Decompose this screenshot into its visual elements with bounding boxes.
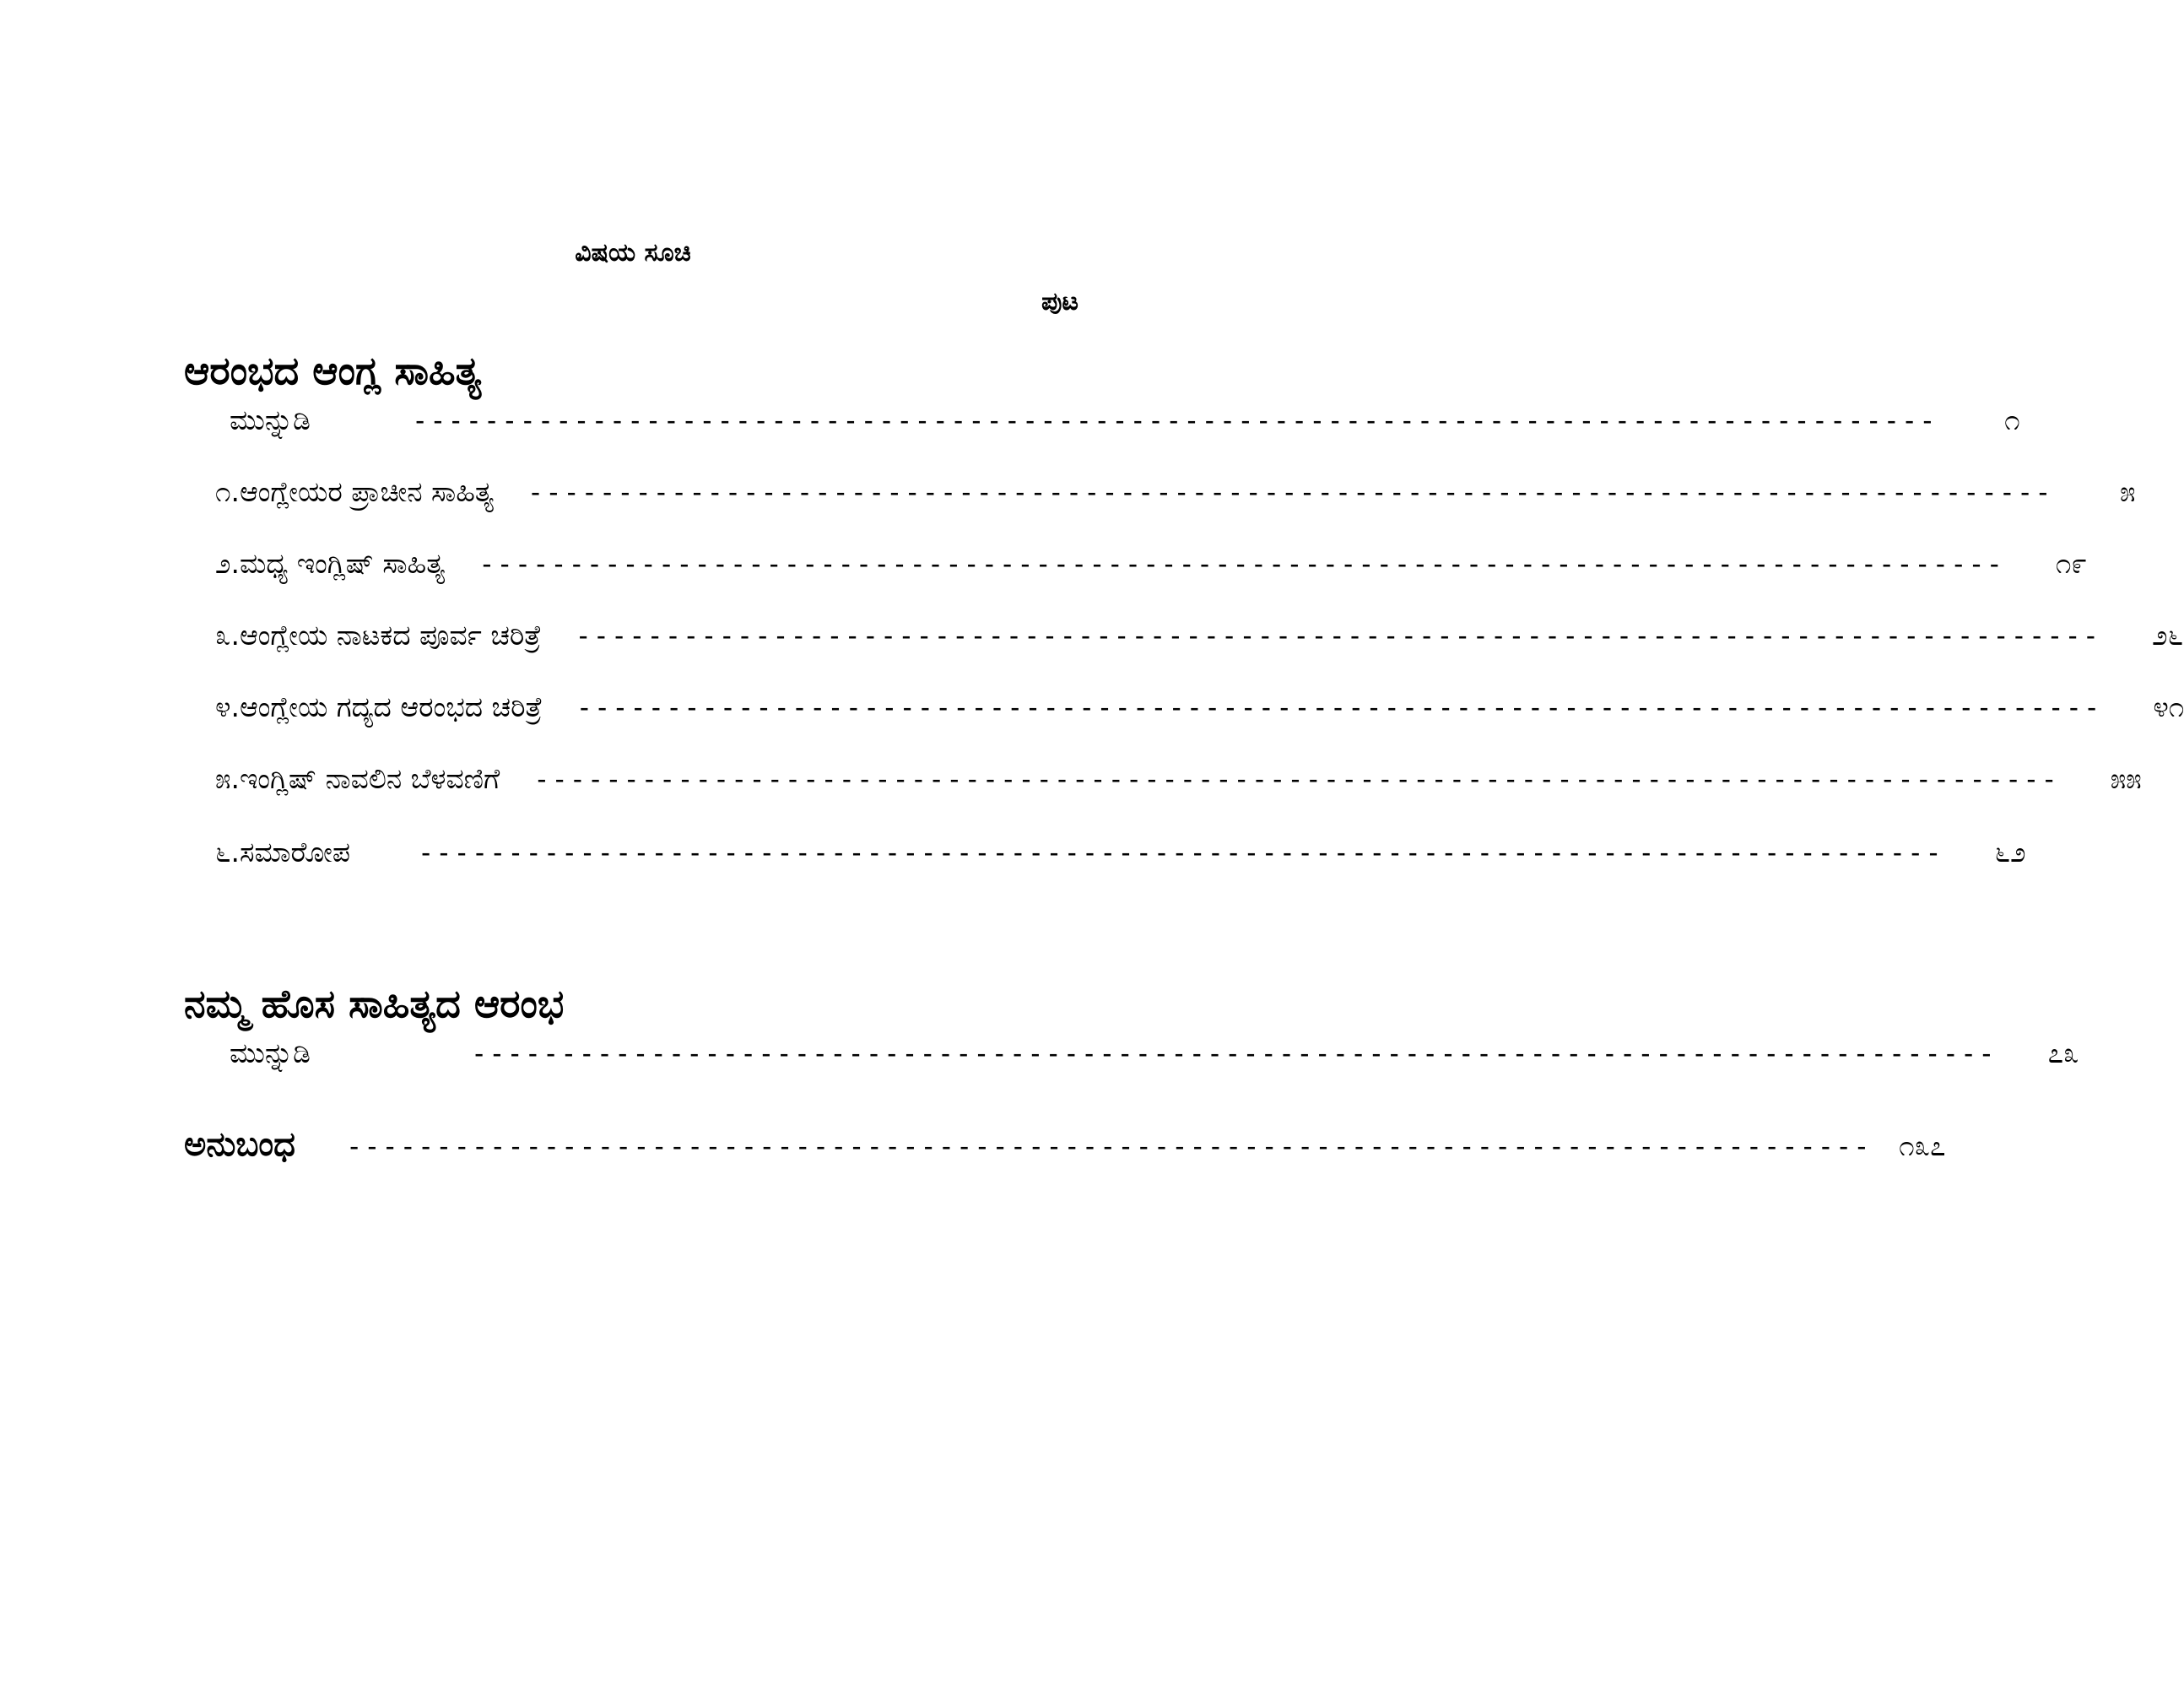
toc-entry-label: ೨.ಮಧ್ಯ ಇಂಗ್ಲಿಷ್ ಸಾಹಿತ್ಯ (215, 547, 446, 580)
toc-entry-label: ಮುನ್ನುಡಿ (230, 1036, 311, 1069)
toc-entry (215, 475, 2136, 509)
page-title: ವಿಷಯ ಸೂಚಿ (575, 238, 691, 268)
toc-entry-label: ೫.ಇಂಗ್ಲಿಷ್ ನಾವಲಿನ ಬೆಳವಣಿಗೆ (215, 762, 500, 795)
toc-entry-label: ೬.ಸಮಾರೋಪ (215, 836, 351, 868)
toc-leader-dashes: ------------------------------------------------------------------------------------- (478, 548, 2004, 580)
toc-leader-dashes: ------------------------------------------------------------------------------------- (527, 476, 2053, 508)
page-column-label: ಪುಟ (1041, 287, 1078, 316)
toc-entry-page: ೭೩ (2047, 1036, 2079, 1069)
appendix-page: ೧೩೭ (1899, 1129, 1946, 1162)
toc-entry-page: ೫ (2120, 475, 2136, 508)
toc-entry-page: ೨೬ (2152, 619, 2184, 652)
toc-entry (215, 547, 2087, 581)
toc-entry (215, 690, 2184, 724)
toc-entry-label: ೩.ಆಂಗ್ಲೇಯ ನಾಟಕದ ಪೂರ್ವ ಚರಿತ್ರೆ (215, 619, 542, 652)
toc-entry (230, 1036, 2079, 1070)
section-heading-our-new-literature: ನಮ್ಮ ಹೊಸ ಸಾಹಿತ್ಯದ ಆರಂಭ (184, 981, 565, 1026)
toc-leader-dashes: ------------------------------------------------------------------------------------- (576, 691, 2102, 723)
toc-leader-dashes: ------------------------------------------------------------------------------------- (470, 1037, 1997, 1069)
toc-entry-label: ೪.ಆಂಗ್ಲೇಯ ಗದ್ಯದ ಆರಂಭದ ಚರಿತ್ರೆ (215, 690, 543, 723)
appendix-label: ಅನುಬಂಧ (184, 1125, 295, 1164)
toc-entry-appendix (184, 1125, 1946, 1164)
toc-entry (215, 619, 2184, 652)
toc-entry-label: ೧.ಆಂಗ್ಲೇಯರ ಪ್ರಾಚೀನ ಸಾಹಿತ್ಯ (215, 475, 494, 508)
toc-entry-page: ೪೧ (2153, 690, 2184, 723)
toc-entry (215, 762, 2142, 796)
toc-entry (215, 836, 2026, 869)
section-heading-early-english-literature: ಆರಂಭದ ಆಂಗ್ಲ ಸಾಹಿತ್ಯ (184, 348, 482, 393)
toc-entry-page: ೧ (2004, 403, 2020, 436)
toc-entry-page: ೧೯ (2055, 547, 2087, 580)
toc-leader-dashes: ------------------------------------------------------------------------------------- (418, 836, 1943, 868)
toc-entry-label: ಮುನ್ನುಡಿ (230, 403, 311, 436)
toc-leader-dashes: ------------------------------------------------------------------------------------- (533, 763, 2059, 795)
toc-entry (230, 403, 2020, 437)
toc-entry-page: ೫೫ (2110, 762, 2142, 795)
toc-entry-page: ೬೨ (1994, 836, 2026, 868)
toc-leader-dashes: ------------------------------------------------------------------------------------- (575, 619, 2101, 652)
toc-leader-dashes: ------------------------------------------------------------------------------------- (411, 404, 1938, 436)
toc-leader-dashes: ------------------------------------------------------------------------------------- (345, 1130, 1872, 1162)
